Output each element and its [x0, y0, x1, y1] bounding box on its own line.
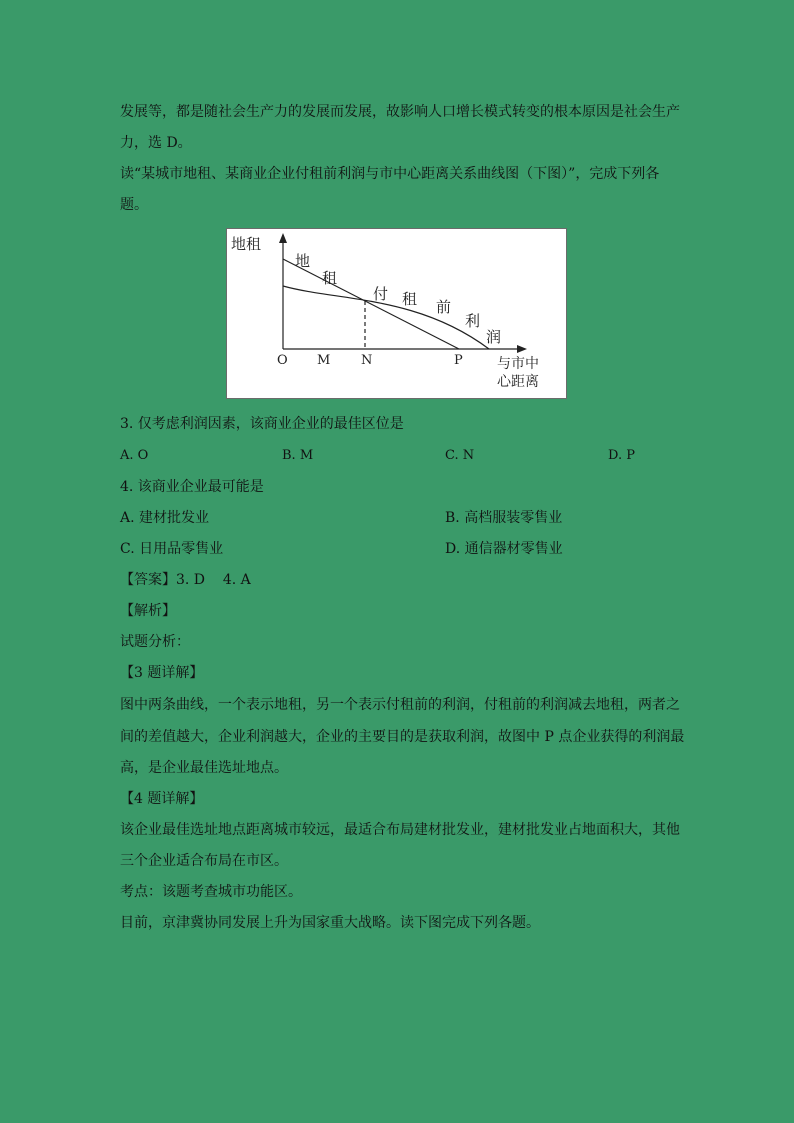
detail3-line-1: 图中两条曲线，一个表示地租，另一个表示付租前的利润，付租前的利润减去地租，两者之 — [120, 697, 680, 713]
rent-curve — [283, 259, 459, 349]
diagram-svg — [227, 229, 566, 398]
detail4-heading: 【4 题详解】 — [120, 791, 204, 807]
kaodian-line: 考点：该题考查城市功能区。 — [120, 884, 302, 900]
intro-line-3: 读“某城市地租、某商业企业付租前利润与市中心距离关系曲线图（下图）”，完成下列各 — [120, 166, 660, 182]
detail3-line-2: 间的差值越大，企业利润越大，企业的主要目的是获取利润，故图中 P 点企业获得的利润最 — [120, 729, 685, 745]
profit-label-char-3: 前 — [436, 298, 452, 316]
detail4-line-1: 该企业最佳选址地点距离城市较远，最适合布局建材批发业，建材批发业占地面积大，其他 — [120, 822, 680, 838]
q4-option-b: B. 高档服装零售业 — [445, 510, 563, 526]
q4-option-a: A. 建材批发业 — [120, 510, 210, 526]
profit-label-char-4: 利 — [465, 312, 481, 330]
q3-option-d: D. P — [608, 448, 635, 463]
profit-label-char-5: 润 — [486, 328, 502, 346]
rent-profit-diagram — [226, 228, 567, 399]
q3-option-b: B. M — [282, 448, 314, 463]
next-question-intro: 目前，京津冀协同发展上升为国家重大战略。读下图完成下列各题。 — [120, 915, 540, 931]
x-axis-label-1: 与市中 — [497, 356, 539, 372]
q4-option-c: C. 日用品零售业 — [120, 541, 224, 557]
tick-m: M — [317, 353, 331, 368]
detail3-line-3: 高，是企业最佳选址地点。 — [120, 760, 288, 776]
intro-line-4: 题。 — [120, 197, 148, 213]
intro-line-1: 发展等，都是随社会生产力的发展而发展，故影响人口增长模式转变的根本原因是社会生产 — [120, 104, 680, 120]
tick-o: O — [277, 353, 288, 368]
tick-p: P — [454, 353, 463, 368]
detail3-heading: 【3 题详解】 — [120, 665, 204, 681]
detail4-line-2: 三个企业适合布局在市区。 — [120, 853, 288, 869]
y-axis-label: 地租 — [231, 235, 262, 253]
rent-label-char-2: 租 — [322, 269, 338, 287]
analysis-sub: 试题分析： — [120, 634, 190, 650]
rent-label-char-1: 地 — [295, 252, 311, 270]
answer-line: 【答案】3. D 4. A — [120, 572, 251, 588]
x-axis-label-2: 心距离 — [497, 374, 539, 390]
q4-option-d: D. 通信器材零售业 — [445, 541, 563, 557]
intro-line-2: 力，选 D。 — [120, 135, 192, 151]
profit-label-char-2: 租 — [402, 290, 418, 308]
tick-n: N — [361, 353, 373, 368]
profit-label-char-1: 付 — [373, 285, 389, 303]
q3-option-a: A. O — [120, 448, 149, 463]
q3-option-c: C. N — [445, 448, 475, 463]
x-axis-arrow — [517, 345, 527, 353]
q4-stem: 4. 该商业企业最可能是 — [120, 479, 264, 495]
q3-stem: 3. 仅考虑利润因素，该商业企业的最佳区位是 — [120, 416, 404, 432]
y-axis-arrow — [279, 233, 287, 243]
analysis-heading: 【解析】 — [120, 603, 176, 619]
